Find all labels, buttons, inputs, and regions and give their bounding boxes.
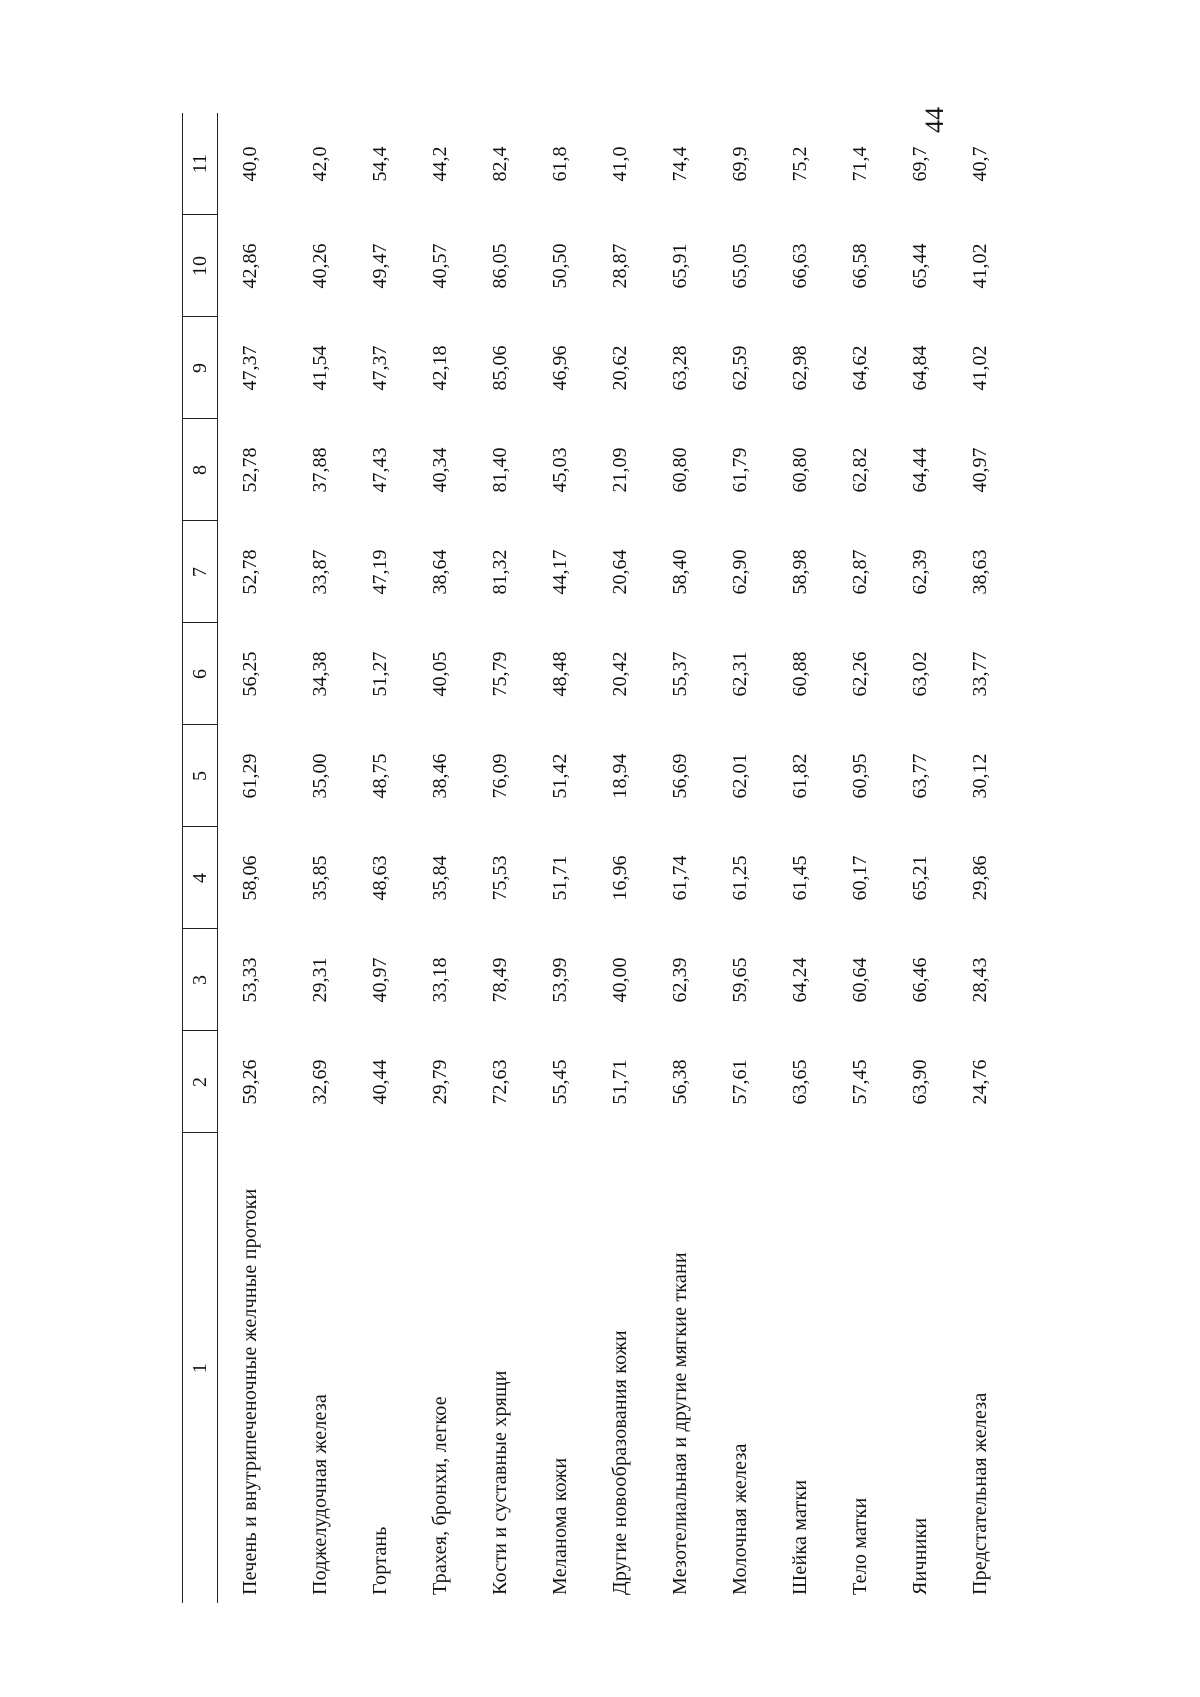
table-cell: 37,88 — [308, 447, 331, 493]
table-cell: 75,2 — [788, 146, 811, 182]
table-cell: 60,88 — [788, 651, 811, 697]
row-label: Тело матки — [848, 1497, 871, 1595]
table-cell: 65,21 — [908, 855, 931, 901]
table-cell: 62,90 — [728, 549, 751, 595]
table-cell: 78,49 — [488, 957, 511, 1003]
table-cell: 41,02 — [968, 345, 991, 391]
table-cell: 61,8 — [548, 146, 571, 182]
table-cell: 62,59 — [728, 345, 751, 391]
table-cell: 63,02 — [908, 651, 931, 697]
row-label: Поджелудочная железа — [308, 1393, 331, 1595]
table-cell: 44,17 — [548, 549, 571, 595]
table-cell: 62,98 — [788, 345, 811, 391]
table-cell: 51,42 — [548, 753, 571, 799]
table-cell: 28,43 — [968, 957, 991, 1003]
table-row — [546, 113, 606, 1603]
table-row — [486, 113, 546, 1603]
table-cell: 47,43 — [368, 447, 391, 493]
table-cell: 74,4 — [668, 146, 691, 182]
table-cell: 29,31 — [308, 957, 331, 1003]
table-cell: 63,65 — [788, 1059, 811, 1105]
table-cell: 40,34 — [428, 447, 451, 493]
row-label: Кости и суставные хрящи — [488, 1370, 511, 1595]
table-cell: 85,06 — [488, 345, 511, 391]
table-cell: 51,71 — [608, 1059, 631, 1105]
table-cell: 55,37 — [668, 651, 691, 697]
table-cell: 62,39 — [908, 549, 931, 595]
table-cell: 60,17 — [848, 855, 871, 901]
table-cell: 76,09 — [488, 753, 511, 799]
table-cell: 66,58 — [848, 243, 871, 289]
table-cell: 61,79 — [728, 447, 751, 493]
table-cell: 75,79 — [488, 651, 511, 697]
table-cell: 40,05 — [428, 651, 451, 697]
table-cell: 58,98 — [788, 549, 811, 595]
column-header: 8 — [183, 419, 218, 521]
table-cell: 81,40 — [488, 447, 511, 493]
row-label: Шейка матки — [788, 1479, 811, 1595]
table-cell: 48,75 — [368, 753, 391, 799]
row-label: Меланома кожи — [548, 1457, 571, 1595]
table-cell: 58,06 — [239, 855, 261, 901]
table-cell: 50,50 — [548, 243, 571, 289]
table-row — [906, 113, 966, 1603]
table-cell: 86,05 — [488, 243, 511, 289]
table-cell: 40,97 — [968, 447, 991, 493]
page-number: 44 — [920, 107, 949, 133]
table-cell: 60,95 — [848, 753, 871, 799]
column-header: 5 — [183, 725, 218, 827]
table-cell: 40,26 — [308, 243, 331, 289]
table-body — [218, 113, 1026, 1603]
table-cell: 20,62 — [608, 345, 631, 391]
table-cell: 21,09 — [608, 447, 631, 493]
table-cell: 42,0 — [308, 146, 331, 182]
table-cell: 41,02 — [968, 243, 991, 289]
table-cell: 45,03 — [548, 447, 571, 493]
table-cell: 41,0 — [608, 146, 631, 182]
table-cell: 28,87 — [608, 243, 631, 289]
table-cell: 56,69 — [668, 753, 691, 799]
table-cell: 38,64 — [428, 549, 451, 595]
column-header: 1 — [183, 1133, 218, 1603]
table-row — [786, 113, 846, 1603]
table-cell: 62,82 — [848, 447, 871, 493]
table-cell: 24,76 — [968, 1059, 991, 1105]
table-cell: 35,85 — [308, 855, 331, 901]
table-cell: 52,78 — [239, 447, 261, 493]
table-row — [726, 113, 786, 1603]
table-row — [666, 113, 726, 1603]
row-label: Гортань — [368, 1526, 391, 1595]
table-cell: 40,97 — [368, 957, 391, 1003]
table-cell: 60,80 — [788, 447, 811, 493]
table-cell: 62,31 — [728, 651, 751, 697]
table-cell: 72,63 — [488, 1059, 511, 1105]
table-cell: 29,86 — [968, 855, 991, 901]
row-label: Мезотелиальная и другие мягкие ткани — [668, 1252, 691, 1595]
table-cell: 47,19 — [368, 549, 391, 595]
table-row — [846, 113, 906, 1603]
row-label: Молочная железа — [728, 1443, 751, 1595]
column-header: 11 — [183, 113, 218, 215]
table-cell: 81,32 — [488, 549, 511, 595]
table-cell: 59,26 — [239, 1059, 261, 1105]
table-cell: 20,64 — [608, 549, 631, 595]
table-cell: 34,38 — [308, 651, 331, 697]
table-cell: 61,29 — [239, 753, 261, 799]
table-cell: 52,78 — [239, 549, 261, 595]
table-cell: 61,82 — [788, 753, 811, 799]
table-cell: 64,62 — [848, 345, 871, 391]
table-cell: 63,28 — [668, 345, 691, 391]
table-cell: 65,91 — [668, 243, 691, 289]
table-cell: 55,45 — [548, 1059, 571, 1105]
table-row — [218, 113, 306, 1603]
table-cell: 29,79 — [428, 1059, 451, 1105]
table-cell: 33,77 — [968, 651, 991, 697]
table-cell: 54,4 — [368, 146, 391, 182]
table-cell: 41,54 — [308, 345, 331, 391]
table-cell: 62,01 — [728, 753, 751, 799]
table-cell: 49,47 — [368, 243, 391, 289]
table-cell: 57,61 — [728, 1059, 751, 1105]
table-cell: 60,80 — [668, 447, 691, 493]
table-cell: 38,46 — [428, 753, 451, 799]
table-cell: 63,90 — [908, 1059, 931, 1105]
survival-table — [182, 113, 1026, 1603]
table-cell: 42,86 — [239, 243, 261, 289]
table-cell: 35,84 — [428, 855, 451, 901]
table-cell: 56,38 — [668, 1059, 691, 1105]
row-label: Предстательная железа — [968, 1392, 991, 1595]
table-cell: 60,64 — [848, 957, 871, 1003]
table-cell: 46,96 — [548, 345, 571, 391]
column-header: 9 — [183, 317, 218, 419]
table-cell: 65,44 — [908, 243, 931, 289]
rotated-table-container — [182, 113, 1042, 1603]
table-cell: 20,42 — [608, 651, 631, 697]
row-label: Яичники — [908, 1517, 931, 1595]
table-cell: 40,57 — [428, 243, 451, 289]
table-cell: 69,7 — [908, 146, 931, 182]
table-cell: 48,63 — [368, 855, 391, 901]
table-cell: 48,48 — [548, 651, 571, 697]
column-header: 4 — [183, 827, 218, 929]
table-cell: 64,24 — [788, 957, 811, 1003]
table-cell: 38,63 — [968, 549, 991, 595]
table-cell: 63,77 — [908, 753, 931, 799]
table-cell: 62,26 — [848, 651, 871, 697]
table-cell: 71,4 — [848, 146, 871, 182]
table-row — [306, 113, 366, 1603]
table-cell: 58,40 — [668, 549, 691, 595]
table-cell: 69,9 — [728, 146, 751, 182]
table-cell: 18,94 — [608, 753, 631, 799]
table-row — [606, 113, 666, 1603]
table-cell: 40,00 — [608, 957, 631, 1003]
table-cell: 30,12 — [968, 753, 991, 799]
table-cell: 62,87 — [848, 549, 871, 595]
row-label: Другие новообразования кожи — [608, 1330, 631, 1595]
table-cell: 61,45 — [788, 855, 811, 901]
table-row — [366, 113, 426, 1603]
table-row — [966, 113, 1026, 1603]
table-cell: 42,18 — [428, 345, 451, 391]
column-header: 7 — [183, 521, 218, 623]
table-cell: 32,69 — [308, 1059, 331, 1105]
table-cell: 75,53 — [488, 855, 511, 901]
table-cell: 47,37 — [239, 345, 261, 391]
table-cell: 16,96 — [608, 855, 631, 901]
table-cell: 35,00 — [308, 753, 331, 799]
table-cell: 62,39 — [668, 957, 691, 1003]
table-cell: 53,99 — [548, 957, 571, 1003]
table-cell: 57,45 — [848, 1059, 871, 1105]
table-cell: 51,71 — [548, 855, 571, 901]
table-cell: 53,33 — [239, 957, 261, 1003]
table-cell: 66,63 — [788, 243, 811, 289]
table-row — [426, 113, 486, 1603]
table-header-row — [183, 113, 218, 1603]
table-cell: 61,25 — [728, 855, 751, 901]
column-header: 3 — [183, 929, 218, 1031]
table-cell: 82,4 — [488, 146, 511, 182]
table-cell: 40,44 — [368, 1059, 391, 1105]
table-cell: 56,25 — [239, 651, 261, 697]
table-cell: 47,37 — [368, 345, 391, 391]
table-cell: 61,74 — [668, 855, 691, 901]
table-cell: 64,84 — [908, 345, 931, 391]
row-label: Печень и внутрипеченочные желчные протоки — [239, 1188, 261, 1595]
table-cell: 33,18 — [428, 957, 451, 1003]
table-cell: 33,87 — [308, 549, 331, 595]
table-cell: 40,0 — [239, 146, 261, 182]
column-header: 6 — [183, 623, 218, 725]
table-cell: 64,44 — [908, 447, 931, 493]
table-cell: 44,2 — [428, 146, 451, 182]
table-cell: 66,46 — [908, 957, 931, 1003]
table-cell: 65,05 — [728, 243, 751, 289]
table-cell: 59,65 — [728, 957, 751, 1003]
table-cell: 40,7 — [968, 146, 991, 182]
column-header: 10 — [183, 215, 218, 317]
column-header: 2 — [183, 1031, 218, 1133]
table-cell: 51,27 — [368, 651, 391, 697]
row-label: Трахея, бронхи, легкое — [428, 1396, 451, 1595]
